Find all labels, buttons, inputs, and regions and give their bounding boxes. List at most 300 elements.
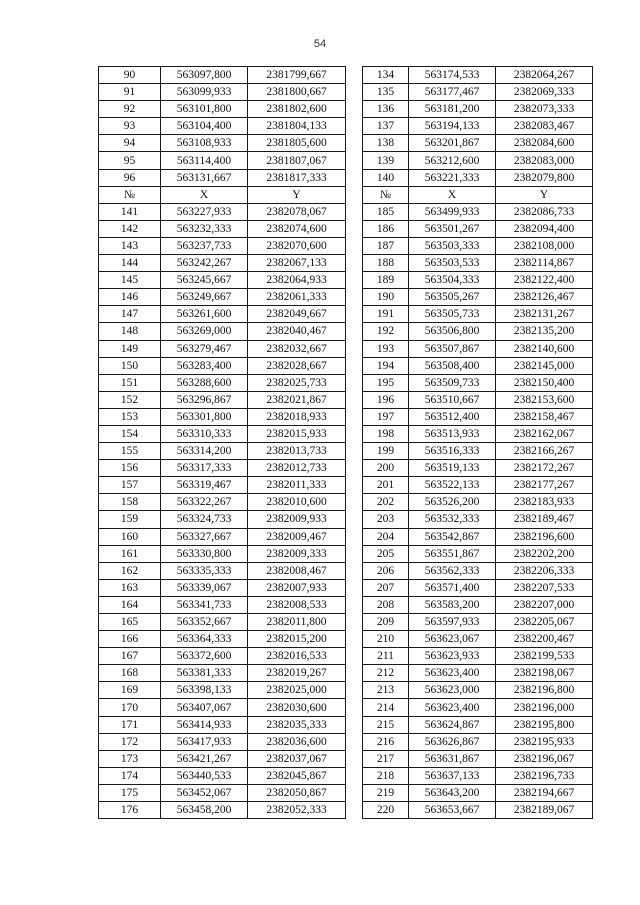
coord-y: 2382158,467 [496,408,593,425]
point-number: 165 [99,614,161,631]
coord-x: 563335,333 [161,562,248,579]
coord-y: 2382195,933 [496,733,593,750]
coord-y: 2382200,467 [496,631,593,648]
coord-y: 2382196,800 [496,682,593,699]
coord-y: 2382070,600 [248,237,346,254]
coord-x: 563512,400 [409,408,496,425]
table-row [363,802,593,819]
coord-y: 2382015,933 [248,425,346,442]
coord-y: 2382183,933 [496,494,593,511]
table-row [99,699,346,716]
point-number: 169 [99,682,161,699]
table-row [99,289,346,306]
coordinate-table-right [362,66,593,819]
point-number: 155 [99,443,161,460]
coord-y: 2382007,933 [248,579,346,596]
coord-y: 2382083,000 [496,152,593,169]
table-row [99,169,346,186]
table-row [99,494,346,511]
coord-x: 563177,467 [409,84,496,101]
point-number: 176 [99,802,161,819]
coord-x: 563279,467 [161,340,248,357]
coord-x: 563551,867 [409,545,496,562]
coord-x: 563319,467 [161,477,248,494]
point-number: 208 [363,596,409,613]
coord-x: 563288,600 [161,374,248,391]
table-row [363,220,593,237]
table-row [363,306,593,323]
coord-y: 2382079,800 [496,169,593,186]
coord-y: 2382078,067 [248,203,346,220]
table-row [99,220,346,237]
coord-y: 2381802,600 [248,101,346,118]
coord-x: 563458,200 [161,802,248,819]
table-row [363,101,593,118]
coord-x: 563108,933 [161,135,248,152]
coord-y: 2382018,933 [248,408,346,425]
header-y: Y [496,186,593,203]
coord-x: 563562,333 [409,562,496,579]
point-number: 210 [363,631,409,648]
table-row [363,135,593,152]
table-row [363,477,593,494]
table-row [363,750,593,767]
point-number: 94 [99,135,161,152]
point-number: 134 [363,67,409,84]
coord-x: 563624,867 [409,716,496,733]
table-row [99,357,346,374]
coord-y: 2382050,867 [248,784,346,801]
coord-x: 563505,733 [409,306,496,323]
coord-x: 563417,933 [161,733,248,750]
table-row [363,374,593,391]
coord-y: 2382009,467 [248,528,346,545]
coord-y: 2382205,067 [496,614,593,631]
coord-y: 2382202,200 [496,545,593,562]
coord-y: 2382172,267 [496,460,593,477]
point-number: 187 [363,237,409,254]
coord-x: 563330,800 [161,545,248,562]
coord-x: 563637,133 [409,767,496,784]
point-number: 152 [99,391,161,408]
coord-x: 563452,067 [161,784,248,801]
point-number: 170 [99,699,161,716]
table-row [99,528,346,545]
table-row [99,391,346,408]
table-row [99,596,346,613]
point-number: 147 [99,306,161,323]
table-row [363,579,593,596]
point-number: 217 [363,750,409,767]
table-row [99,135,346,152]
coord-y: 2382016,533 [248,648,346,665]
point-number: 173 [99,750,161,767]
coord-y: 2382008,467 [248,562,346,579]
coord-x: 563597,933 [409,614,496,631]
point-number: 161 [99,545,161,562]
point-number: 219 [363,784,409,801]
table-right-bottom [363,203,593,818]
coord-x: 563317,333 [161,460,248,477]
point-number: 175 [99,784,161,801]
table-row [99,84,346,101]
coord-y: 2381807,067 [248,152,346,169]
coord-x: 563571,400 [409,579,496,596]
coord-y: 2382196,733 [496,767,593,784]
coord-y: 2382108,000 [496,237,593,254]
header-y: Y [248,186,346,203]
coord-x: 563516,333 [409,443,496,460]
table-row [363,203,593,220]
coord-y: 2382122,400 [496,272,593,289]
table-row [99,716,346,733]
point-number: 186 [363,220,409,237]
table-row [363,733,593,750]
coord-y: 2382011,333 [248,477,346,494]
coord-x: 563364,333 [161,631,248,648]
point-number: 195 [363,374,409,391]
table-row [99,306,346,323]
coord-x: 563249,667 [161,289,248,306]
coord-y: 2382166,267 [496,443,593,460]
coord-x: 563245,667 [161,272,248,289]
table-left-bottom [99,203,346,818]
table-row [99,802,346,819]
coord-x: 563499,933 [409,203,496,220]
point-number: 93 [99,118,161,135]
coord-x: 563341,733 [161,596,248,613]
table-row [99,443,346,460]
table-row [363,596,593,613]
coord-y: 2382035,333 [248,716,346,733]
coord-y: 2382032,667 [248,340,346,357]
point-number: 139 [363,152,409,169]
table-row [99,460,346,477]
point-number: 158 [99,494,161,511]
point-number: 91 [99,84,161,101]
coord-x: 563513,933 [409,425,496,442]
coord-y: 2382094,400 [496,220,593,237]
coord-x: 563101,800 [161,101,248,118]
point-number: 140 [363,169,409,186]
coord-y: 2382067,133 [248,255,346,272]
coord-x: 563381,333 [161,665,248,682]
coord-x: 563099,933 [161,84,248,101]
coord-x: 563623,400 [409,699,496,716]
table-row [363,357,593,374]
coord-x: 563506,800 [409,323,496,340]
point-number: 174 [99,767,161,784]
point-number: 135 [363,84,409,101]
table-row [99,767,346,784]
coord-x: 563181,200 [409,101,496,118]
coord-y: 2382083,467 [496,118,593,135]
table-row [99,562,346,579]
point-number: 202 [363,494,409,511]
table-row [363,84,593,101]
coord-y: 2382052,333 [248,802,346,819]
coord-y: 2382126,467 [496,289,593,306]
point-number: 209 [363,614,409,631]
coord-y: 2382199,533 [496,648,593,665]
point-number: 95 [99,152,161,169]
coord-y: 2382196,067 [496,750,593,767]
coord-x: 563623,933 [409,648,496,665]
table-row [363,614,593,631]
coord-x: 563372,600 [161,648,248,665]
table-row [99,425,346,442]
coord-y: 2382177,267 [496,477,593,494]
point-number: 90 [99,67,161,84]
coord-y: 2382131,267 [496,306,593,323]
point-number: 171 [99,716,161,733]
coord-y: 2382019,267 [248,665,346,682]
coord-y: 2382037,067 [248,750,346,767]
coord-x: 563519,133 [409,460,496,477]
table-row [363,391,593,408]
table-row [99,733,346,750]
table-row [363,767,593,784]
coord-y: 2382086,733 [496,203,593,220]
coord-x: 563221,333 [409,169,496,186]
table-row [363,648,593,665]
coord-x: 563508,400 [409,357,496,374]
table-row [363,511,593,528]
coord-y: 2382040,467 [248,323,346,340]
coord-y: 2381817,333 [248,169,346,186]
coord-x: 563227,933 [161,203,248,220]
coord-y: 2382145,000 [496,357,593,374]
coord-y: 2382025,000 [248,682,346,699]
coord-y: 2382049,667 [248,306,346,323]
point-number: 136 [363,101,409,118]
coord-x: 563503,533 [409,255,496,272]
point-number: 138 [363,135,409,152]
coord-x: 563104,400 [161,118,248,135]
coord-x: 563653,667 [409,802,496,819]
table-row [99,511,346,528]
coord-x: 563339,067 [161,579,248,596]
point-number: 163 [99,579,161,596]
coord-x: 563131,667 [161,169,248,186]
table-row [99,784,346,801]
coord-y: 2382207,000 [496,596,593,613]
coord-x: 563505,267 [409,289,496,306]
table-header-row [363,186,593,203]
table-row [363,255,593,272]
point-number: 203 [363,511,409,528]
point-number: 191 [363,306,409,323]
coord-x: 563631,867 [409,750,496,767]
coord-x: 563201,867 [409,135,496,152]
coord-y: 2382021,867 [248,391,346,408]
point-number: 160 [99,528,161,545]
table-row [363,665,593,682]
point-number: 188 [363,255,409,272]
point-number: 215 [363,716,409,733]
table-row [363,237,593,254]
point-number: 166 [99,631,161,648]
table-row [99,374,346,391]
point-number: 146 [99,289,161,306]
point-number: 92 [99,101,161,118]
point-number: 212 [363,665,409,682]
table-row [99,67,346,84]
table-left-header [99,186,346,203]
coord-y: 2382153,600 [496,391,593,408]
coord-x: 563532,333 [409,511,496,528]
table-row [363,784,593,801]
coord-x: 563414,933 [161,716,248,733]
table-row [99,750,346,767]
coord-y: 2382206,333 [496,562,593,579]
coord-x: 563623,000 [409,682,496,699]
coord-x: 563398,133 [161,682,248,699]
coord-x: 563269,000 [161,323,248,340]
table-row [363,716,593,733]
point-number: 190 [363,289,409,306]
table-row [363,425,593,442]
table-row [363,289,593,306]
table-row [363,323,593,340]
point-number: 150 [99,357,161,374]
coord-y: 2382084,600 [496,135,593,152]
table-row [363,408,593,425]
coord-x: 563542,867 [409,528,496,545]
point-number: 154 [99,425,161,442]
coord-x: 563407,067 [161,699,248,716]
point-number: 214 [363,699,409,716]
coord-y: 2382028,667 [248,357,346,374]
table-row [99,614,346,631]
coord-y: 2382196,000 [496,699,593,716]
coord-y: 2382045,867 [248,767,346,784]
point-number: 211 [363,648,409,665]
coord-y: 2382015,200 [248,631,346,648]
point-number: 189 [363,272,409,289]
table-row [363,631,593,648]
point-number: 192 [363,323,409,340]
table-row [99,579,346,596]
table-row [99,408,346,425]
point-number: 144 [99,255,161,272]
point-number: 157 [99,477,161,494]
table-row [99,237,346,254]
table-row [99,203,346,220]
point-number: 145 [99,272,161,289]
table-row [99,255,346,272]
coord-x: 563421,267 [161,750,248,767]
table-row [363,118,593,135]
coord-x: 563261,600 [161,306,248,323]
table-row [363,562,593,579]
coord-x: 563510,667 [409,391,496,408]
table-row [363,169,593,186]
coord-y: 2382064,267 [496,67,593,84]
table-row [363,443,593,460]
point-number: 159 [99,511,161,528]
coord-y: 2382030,600 [248,699,346,716]
coord-y: 2382009,333 [248,545,346,562]
table-row [363,460,593,477]
point-number: 194 [363,357,409,374]
point-number: 153 [99,408,161,425]
point-number: 164 [99,596,161,613]
table-row [99,545,346,562]
coord-y: 2382025,733 [248,374,346,391]
coord-y: 2382189,467 [496,511,593,528]
coord-y: 2381800,667 [248,84,346,101]
table-right-header [363,186,593,203]
coord-x: 563194,133 [409,118,496,135]
point-number: 220 [363,802,409,819]
coord-x: 563352,667 [161,614,248,631]
point-number: 151 [99,374,161,391]
table-row [99,648,346,665]
point-number: 148 [99,323,161,340]
table-row [363,699,593,716]
coord-y: 2382069,333 [496,84,593,101]
coord-x: 563212,600 [409,152,496,169]
table-row [99,101,346,118]
coord-x: 563114,400 [161,152,248,169]
point-number: 200 [363,460,409,477]
table-row [99,272,346,289]
coordinate-table-left [98,66,346,819]
coord-x: 563440,533 [161,767,248,784]
point-number: 193 [363,340,409,357]
point-number: 196 [363,391,409,408]
coord-x: 563324,733 [161,511,248,528]
point-number: 149 [99,340,161,357]
table-row [99,152,346,169]
coord-y: 2382036,600 [248,733,346,750]
table-right-top [363,67,593,187]
coord-x: 563232,333 [161,220,248,237]
coord-x: 563504,333 [409,272,496,289]
table-row [363,545,593,562]
point-number: 204 [363,528,409,545]
coord-x: 563314,200 [161,443,248,460]
header-number: № [363,186,409,203]
coord-x: 563522,133 [409,477,496,494]
coord-y: 2382073,333 [496,101,593,118]
point-number: 216 [363,733,409,750]
point-number: 206 [363,562,409,579]
coord-x: 563507,867 [409,340,496,357]
coord-x: 563509,733 [409,374,496,391]
coord-y: 2382162,067 [496,425,593,442]
coord-y: 2382194,667 [496,784,593,801]
table-row [99,323,346,340]
point-number: 198 [363,425,409,442]
point-number: 167 [99,648,161,665]
table-row [99,665,346,682]
point-number: 168 [99,665,161,682]
coord-x: 563237,733 [161,237,248,254]
coord-y: 2382013,733 [248,443,346,460]
point-number: 156 [99,460,161,477]
table-row [363,272,593,289]
coord-x: 563174,533 [409,67,496,84]
coord-y: 2382135,200 [496,323,593,340]
header-x: X [409,186,496,203]
table-row [363,528,593,545]
coord-x: 563503,333 [409,237,496,254]
coord-y: 2382008,533 [248,596,346,613]
table-row [99,682,346,699]
page-number: 54 [313,38,327,50]
